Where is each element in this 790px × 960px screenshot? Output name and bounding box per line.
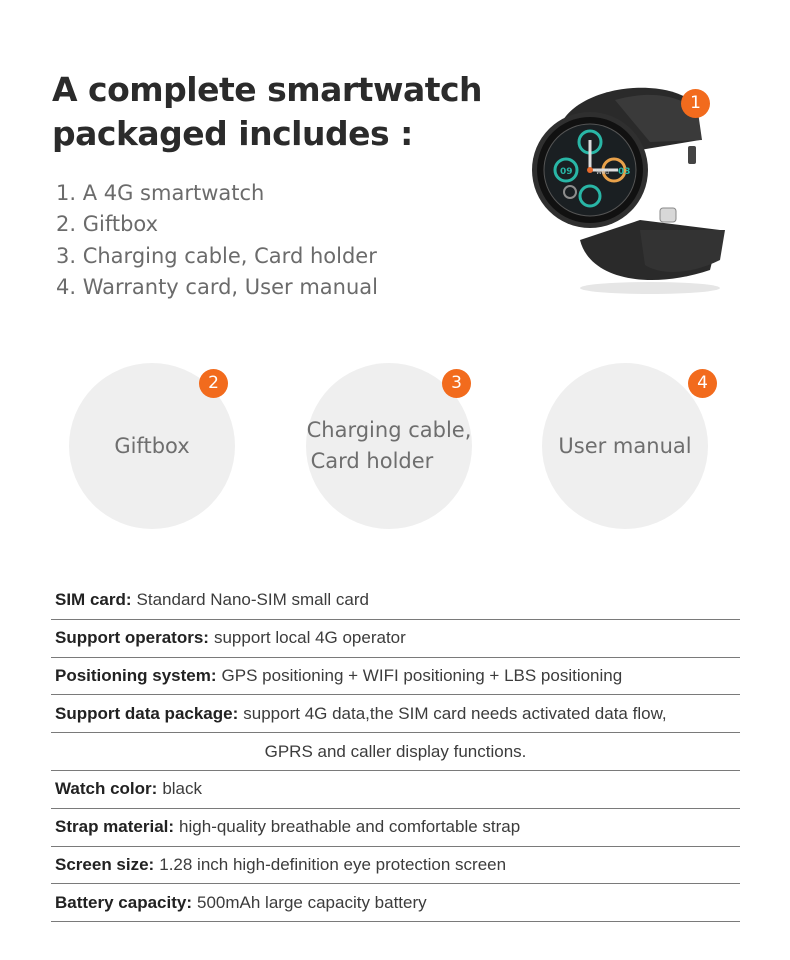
spec-value: 1.28 inch high-definition eye protection screen xyxy=(159,854,507,874)
spec-value: support 4G data,the SIM card needs activated data flow, xyxy=(243,703,667,723)
title-line-2: packaged includes : xyxy=(52,114,413,153)
spec-label: Watch color: xyxy=(55,779,158,799)
watch-day-text: Wed xyxy=(596,169,610,176)
spec-value: black xyxy=(162,779,203,799)
spec-row-positioning xyxy=(51,658,740,696)
spec-row-sim-card xyxy=(51,582,740,620)
spec-row-battery xyxy=(51,884,740,922)
watch-hour-text: 09 xyxy=(560,167,573,177)
spec-value: GPS positioning + WIFI positioning + LBS positioning xyxy=(221,665,623,685)
giftbox-label: Giftbox xyxy=(114,434,190,458)
badge-4: 4 xyxy=(688,369,717,398)
spec-row-data-package xyxy=(51,695,740,733)
page-title xyxy=(52,68,482,156)
badge-2: 2 xyxy=(199,369,228,398)
charging-cable-line-2: Card holder xyxy=(310,449,434,473)
spec-label: Positioning system: xyxy=(55,665,217,685)
spec-value: GPRS and caller display functions. xyxy=(264,741,527,761)
includes-list xyxy=(56,178,378,303)
badge-1: 1 xyxy=(681,89,710,118)
spec-value: 500mAh large capacity battery xyxy=(197,892,427,912)
charging-cable-line-1: Charging cable, xyxy=(306,418,472,442)
spec-table xyxy=(51,582,740,922)
charging-cable-label xyxy=(307,415,472,477)
title-line-1: A complete smartwatch xyxy=(52,70,483,109)
spec-label: Screen size: xyxy=(55,854,155,874)
spec-value: support local 4G operator xyxy=(213,628,406,648)
includes-item: 4. Warranty card, User manual xyxy=(56,274,378,299)
spec-label: Support data package: xyxy=(55,703,239,723)
badge-3: 3 xyxy=(442,369,471,398)
includes-item: 1. A 4G smartwatch xyxy=(56,181,265,205)
spec-label: SIM card: xyxy=(55,590,132,610)
spec-value: Standard Nano-SIM small card xyxy=(136,590,369,610)
spec-value: high-quality breathable and comfortable strap xyxy=(179,817,521,837)
watch-date-text: 03 xyxy=(618,167,631,177)
includes-item: 2. Giftbox xyxy=(56,212,159,237)
includes-item: 3. Charging cable, Card holder xyxy=(56,243,377,268)
user-manual-circle xyxy=(542,363,708,529)
spec-row-watch-color xyxy=(51,771,740,809)
spec-label: Battery capacity: xyxy=(55,892,193,912)
spec-row-data-package-continued xyxy=(51,733,740,771)
spec-row-operators xyxy=(51,620,740,658)
spec-label: Support operators: xyxy=(55,628,209,648)
smartwatch-icon xyxy=(520,80,740,305)
spec-row-strap-material xyxy=(51,809,740,847)
user-manual-label: User manual xyxy=(558,434,692,458)
spec-row-screen-size xyxy=(51,847,740,885)
spec-label: Strap material: xyxy=(55,817,175,837)
